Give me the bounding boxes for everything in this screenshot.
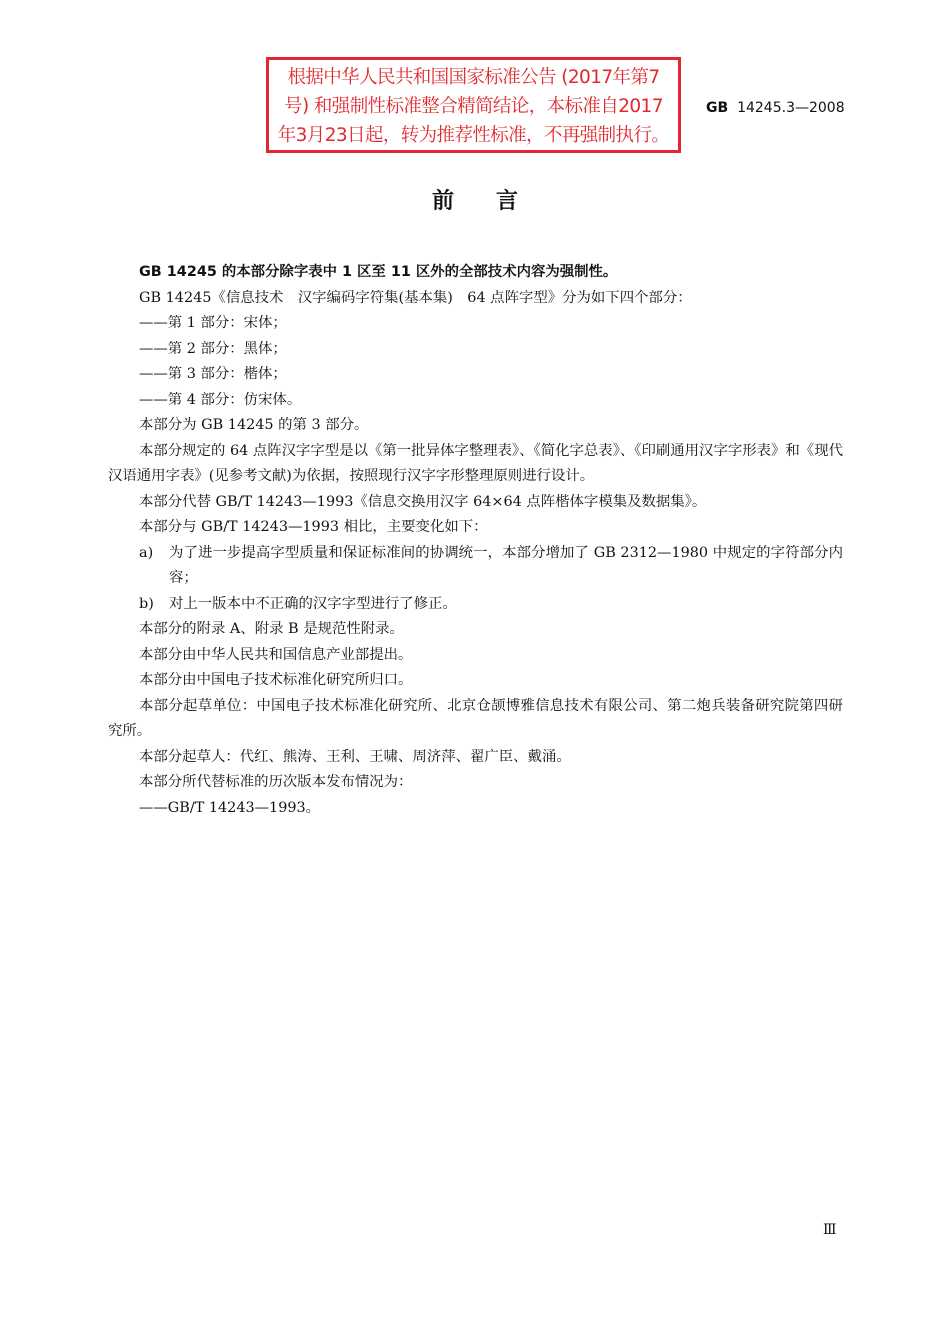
change-item — [108, 541, 843, 592]
paragraph: 本部分为 GB 14245 的第 3 部分。 — [139, 417, 369, 433]
stamp-line: 号) 和强制性标准整合精简结论，本标准自2017 — [284, 96, 663, 117]
stamp-line: 年3月23日起，转为推荐性标准，不再强制执行。 — [277, 125, 670, 146]
standard-code: 14245.3—2008 — [737, 100, 845, 116]
paragraph: 本部分由中华人民共和国信息产业部提出。 — [139, 646, 413, 663]
page-title: 前言 — [431, 189, 560, 214]
paragraph: 本部分起草人：代红、熊涛、王利、王啸、周济萍、翟广臣、戴涌。 — [139, 748, 571, 765]
standard-prefix: GB — [706, 100, 729, 116]
standard-number — [706, 100, 845, 116]
foreword-body — [108, 260, 843, 821]
paragraph: 本部分起草单位：中国电子技术标准化研究所、北京仓颉博雅信息技术有限公司、第二炮兵装备研究院第四研究所。 — [108, 697, 843, 739]
change-marker: a) — [139, 544, 154, 561]
part-list-item: ——第 2 部分：黑体； — [139, 340, 287, 357]
page-number: Ⅲ — [823, 1222, 837, 1238]
mandatory-statement: GB 14245 的本部分除字表中 1 区至 11 区外的全部技术内容为强制性。 — [139, 264, 618, 280]
part-list-item: ——第 1 部分：宋体； — [139, 315, 287, 331]
conversion-notice-stamp — [266, 57, 681, 153]
change-item — [108, 592, 843, 618]
change-text: 为了进一步提高字型质量和保证标准间的协调统一，本部分增加了 GB 2312—1980 中规定的字符部分内容； — [169, 544, 843, 586]
part-list-item: ——第 3 部分：楷体； — [139, 366, 287, 382]
paragraph: 本部分所代替标准的历次版本发布情况为： — [139, 774, 413, 790]
paragraph: 本部分由中国电子技术标准化研究所归口。 — [139, 672, 413, 688]
paragraph: 本部分的附录 A、附录 B 是规范性附录。 — [139, 621, 404, 637]
part-list-item: ——第 4 部分：仿宋体。 — [139, 391, 302, 408]
paragraph: 本部分代替 GB/T 14243—1993《信息交换用汉字 64×64 点阵楷体字模集及数据集》。 — [139, 493, 707, 510]
change-text: 对上一版本中不正确的汉字字型进行了修正。 — [169, 595, 457, 612]
paragraph: GB 14245《信息技术 汉字编码字符集(基本集) 64 点阵字型》分为如下四个部分： — [139, 289, 692, 306]
stamp-line: 根据中华人民共和国国家标准公告 (2017年第7 — [287, 67, 660, 88]
paragraph: 本部分规定的 64 点阵汉字字型是以《第一批异体字整理表》、《简化字总表》、《印刷通用汉字字形表》和《现代汉语通用字表》(见参考文献)为依据，按照现行汉字字形整理原则进行设计。 — [108, 442, 843, 484]
paragraph: 本部分与 GB/T 14243—1993 相比，主要变化如下： — [139, 519, 488, 535]
change-marker: b) — [139, 595, 154, 612]
paragraph: ——GB/T 14243—1993。 — [139, 799, 321, 816]
